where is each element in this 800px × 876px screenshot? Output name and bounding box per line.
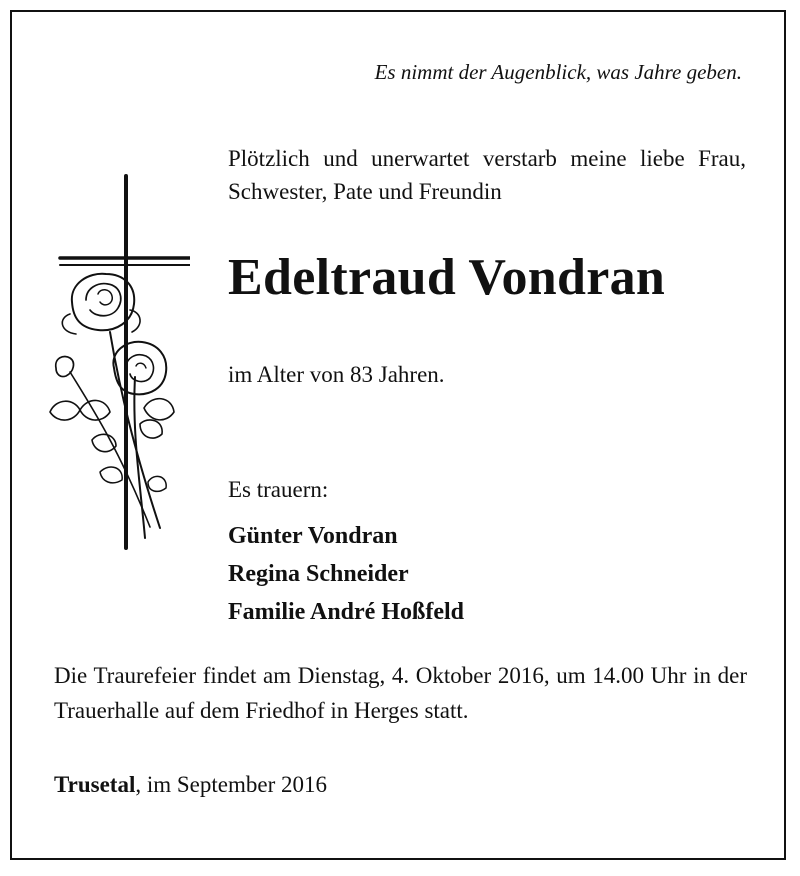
mourner-name: Regina Schneider	[228, 561, 409, 587]
closing-place: Trusetal	[54, 772, 136, 797]
mourner-name: Familie André Hoßfeld	[228, 599, 464, 625]
closing-date: , im September 2016	[135, 772, 327, 797]
age-text: im Alter von 83 Jahren.	[228, 362, 445, 387]
mourner-name: Günter Vondran	[228, 523, 398, 549]
mourners-list	[228, 517, 464, 631]
cross-with-roses-icon	[40, 172, 190, 552]
mourners-heading: Es trauern:	[228, 477, 329, 502]
deceased-name: Edeltraud Vondran	[228, 249, 666, 306]
epigraph-quote: Es nimmt der Augenblick, was Jahre geben.	[374, 60, 742, 84]
intro-text: Plötzlich und unerwartet verstarb meine liebe Frau, Schwester, Pate und Freundin	[228, 146, 746, 204]
closing-line	[54, 772, 327, 798]
funeral-service-text: Die Traurefeier findet am Dienstag, 4. Oktober 2016, um 14.00 Uhr in der Trauerhalle auf dem Friedhof in Herges statt.	[54, 663, 747, 723]
